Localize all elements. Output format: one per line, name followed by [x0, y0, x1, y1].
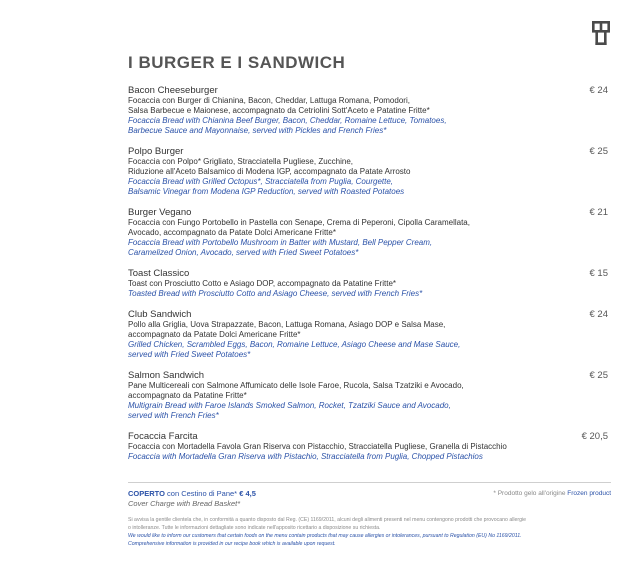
frozen-note-en: Frozen product: [567, 490, 611, 497]
menu-item-translation: Grilled Chicken, Scrambled Eggs, Bacon, Romaine Lettuce, Asiago Cheese and Mase Sauce,: [128, 340, 461, 349]
menu-item: [128, 268, 608, 299]
menu-item: [128, 309, 608, 360]
menu-item-price: € 25: [589, 146, 608, 157]
frozen-note: [493, 489, 611, 499]
menu-item-description: Pollo alla Griglia, Uova Strapazzate, Bacon, Lattuga Romana, Asiago DOP e Salsa Mase,: [128, 320, 446, 329]
menu-item-price: € 21: [589, 207, 608, 218]
cover-charge: [128, 489, 428, 509]
menu-item-price: € 20,5: [581, 431, 608, 442]
menu-item: [128, 370, 608, 421]
menu-item-translation: Focaccia Bread with Chianina Beef Burger, Bacon, Cheddar, Romaine Lettuce, Tomatoes,: [128, 116, 447, 125]
allergen-notice-it-2: o intolleranze. Tutte le informazioni dettagliate sono indicate nell'apposito ricettario a disposizione su richiesta.: [128, 525, 381, 531]
menu-item-description: Riduzione all'Aceto Balsamico di Modena IGP, accompagnato da Patate Arrosto: [128, 167, 411, 176]
menu-item-name: Focaccia Farcita: [128, 431, 198, 442]
allergen-notice-en-2: Comprehensive information is provided in our recipe book which is available upon request.: [128, 541, 336, 547]
menu-item-translation: Multigrain Bread with Faroe Islands Smoked Salmon, Rocket, Tzatziki Sauce and Avocado,: [128, 401, 451, 410]
menu-item: [128, 431, 608, 462]
cover-charge-label: COPERTO: [128, 489, 165, 498]
menu-item: [128, 207, 608, 258]
menu-item-description: Focaccia con Polpo* Grigliato, Stracciatella Pugliese, Zucchine,: [128, 157, 353, 166]
menu-item-translation: Barbecue Sauce and Mayonnaise, served with Pickles and French Fries*: [128, 126, 387, 135]
menu-item-price: € 24: [589, 309, 608, 320]
menu-item-description: Focaccia con Fungo Portobello in Pastella con Senape, Crema di Peperoni, Cipolla Caramellata,: [128, 218, 470, 227]
frozen-note-it: * Prodotto gelo all'origine: [493, 490, 566, 497]
menu-item-name: Bacon Cheeseburger: [128, 85, 218, 96]
menu-item: [128, 146, 608, 197]
cover-charge-price: € 4,5: [239, 489, 256, 498]
divider: [128, 482, 611, 483]
menu-item-name: Burger Vegano: [128, 207, 192, 218]
menu-item-translation: Focaccia with Mortadella Gran Riserva with Pistachio, Stracciatella from Puglia, Chopped Pistachios: [128, 452, 483, 461]
allergen-notice-it-1: Si avvisa la gentile clientela che, in conformità a quanto disposto dal Reg. (CE) 1169/2011, alcuni degli alimenti presenti nel menu contengono prodotti che provocano allergie: [128, 517, 527, 523]
menu-item-translation: Balsamic Vinegar from Modena IGP Reduction, served with Roasted Potatoes: [128, 187, 405, 196]
menu-item-description: Pane Multicereali con Salmone Affumicato delle Isole Faroe, Rucola, Salsa Tzatziki e Avocado,: [128, 381, 464, 390]
allergen-notice: [128, 516, 614, 548]
menu-item-price: € 15: [589, 268, 608, 279]
cover-charge-desc: con Cestino di Pane*: [167, 489, 238, 498]
menu-item-description: Avocado, accompagnato da Patate Dolci Americane Fritte*: [128, 228, 336, 237]
menu-list: [128, 85, 608, 472]
menu-item-translation: Caramelized Onion, Avocado, served with Fried Sweet Potatoes*: [128, 248, 359, 257]
menu-item-name: Toast Classico: [128, 268, 190, 279]
menu-item-translation: Focaccia Bread with Portobello Mushroom in Batter with Mustard, Bell Pepper Cream,: [128, 238, 433, 247]
menu-item-description: accompagnato da Patatine Fritte*: [128, 391, 247, 400]
menu-item-price: € 25: [589, 370, 608, 381]
page-title: I BURGER E I SANDWICH: [128, 53, 346, 72]
restaurant-logo-icon: [592, 21, 610, 45]
menu-item-description: accompagnato da Patate Dolci Americane Fritte*: [128, 330, 301, 339]
menu-item-name: Club Sandwich: [128, 309, 192, 320]
allergen-notice-en-1: We would like to inform our customers that certain foods on the menu contain products that may cause allergies or intolerances, pursuant to Regulation (EU) No 1169/2011.: [128, 533, 522, 539]
menu-item-description: Focaccia con Burger di Chianina, Bacon, Cheddar, Lattuga Romana, Pomodori,: [128, 96, 410, 105]
cover-charge-translation: Cover Charge with Bread Basket*: [128, 499, 241, 508]
menu-item-translation: Toasted Bread with Prosciutto Cotto and Asiago Cheese, served with French Fries*: [128, 289, 423, 298]
menu-item-translation: Focaccia Bread with Grilled Octopus*, Stracciatella from Puglia, Courgette,: [128, 177, 394, 186]
menu-item-translation: served with French Fries*: [128, 411, 219, 420]
menu-item: [128, 85, 608, 136]
menu-item-description: Toast con Prosciutto Cotto e Asiago DOP, accompagnato da Patatine Fritte*: [128, 279, 397, 288]
menu-item-description: Focaccia con Mortadella Favola Gran Riserva con Pistacchio, Stracciatella Pugliese, Granella di Pistacchio: [128, 442, 507, 451]
menu-item-translation: served with Fried Sweet Potatoes*: [128, 350, 251, 359]
menu-item-description: Salsa Barbecue e Maionese, accompagnato da Cetriolini Sott'Aceto e Patatine Fritte*: [128, 106, 430, 115]
menu-item-price: € 24: [589, 85, 608, 96]
menu-item-name: Polpo Burger: [128, 146, 184, 157]
menu-item-name: Salmon Sandwich: [128, 370, 205, 381]
